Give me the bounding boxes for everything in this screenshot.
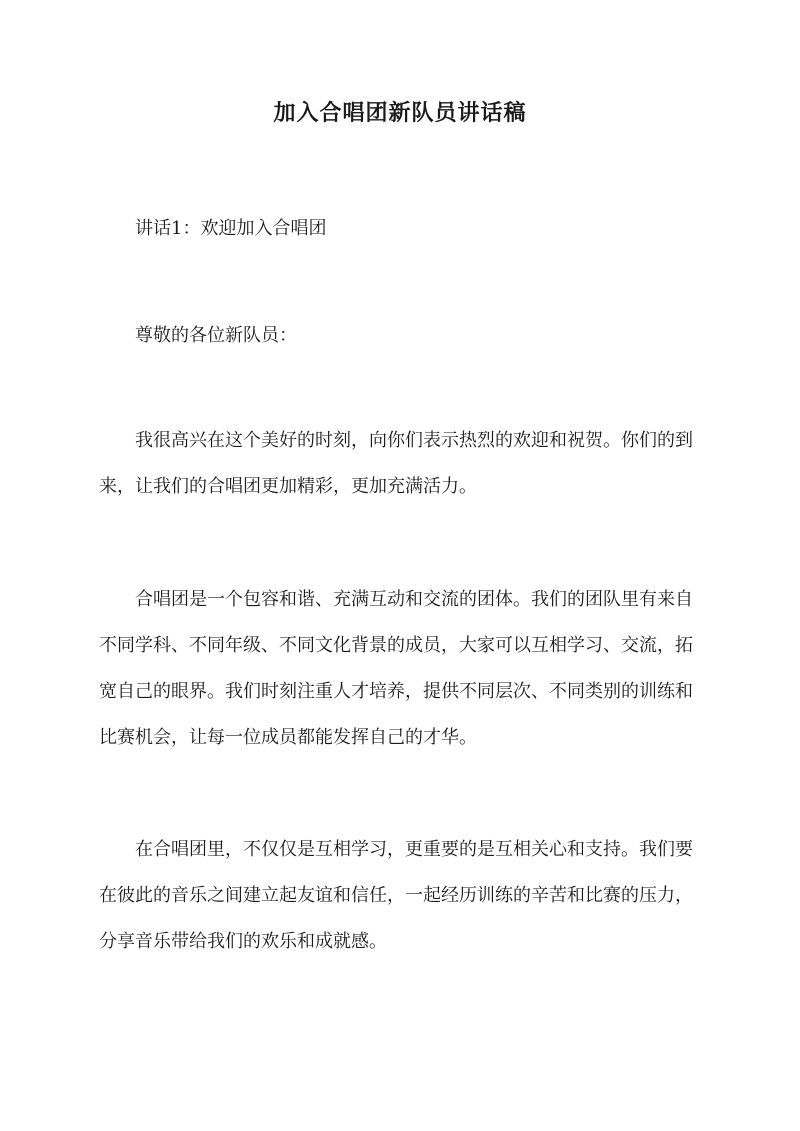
paragraph-welcome: 我很高兴在这个美好的时刻，向你们表示热烈的欢迎和祝贺。你们的到来，让我们的合唱团更加精彩，更加充满活力。 (99, 430, 693, 497)
page-title: 加入合唱团新队员讲话稿 (273, 100, 527, 126)
greeting: 尊敬的各位新队员： (135, 325, 297, 346)
paragraph-team-intro: 合唱团是一个包容和谐、充满互动和交流的团体。我们的团队里有来自不同学科、不同年级、不同文化背景的成员，大家可以互相学习、交流，拓宽自己的眼界。我们时刻注重人才培养，提供不同层次、不同类别的训练和比赛机会，让每一位成员都能发挥自己的才华。 (99, 589, 693, 748)
paragraph-mutual-support: 在合唱团里，不仅仅是互相学习，更重要的是互相关心和支持。我们要在彼此的音乐之间建立起友谊和信任，一起经历训练的辛苦和比赛的压力，分享音乐带给我们的欢乐和成就感。 (99, 839, 693, 952)
speech-subtitle: 讲话1：欢迎加入合唱团 (135, 218, 327, 239)
